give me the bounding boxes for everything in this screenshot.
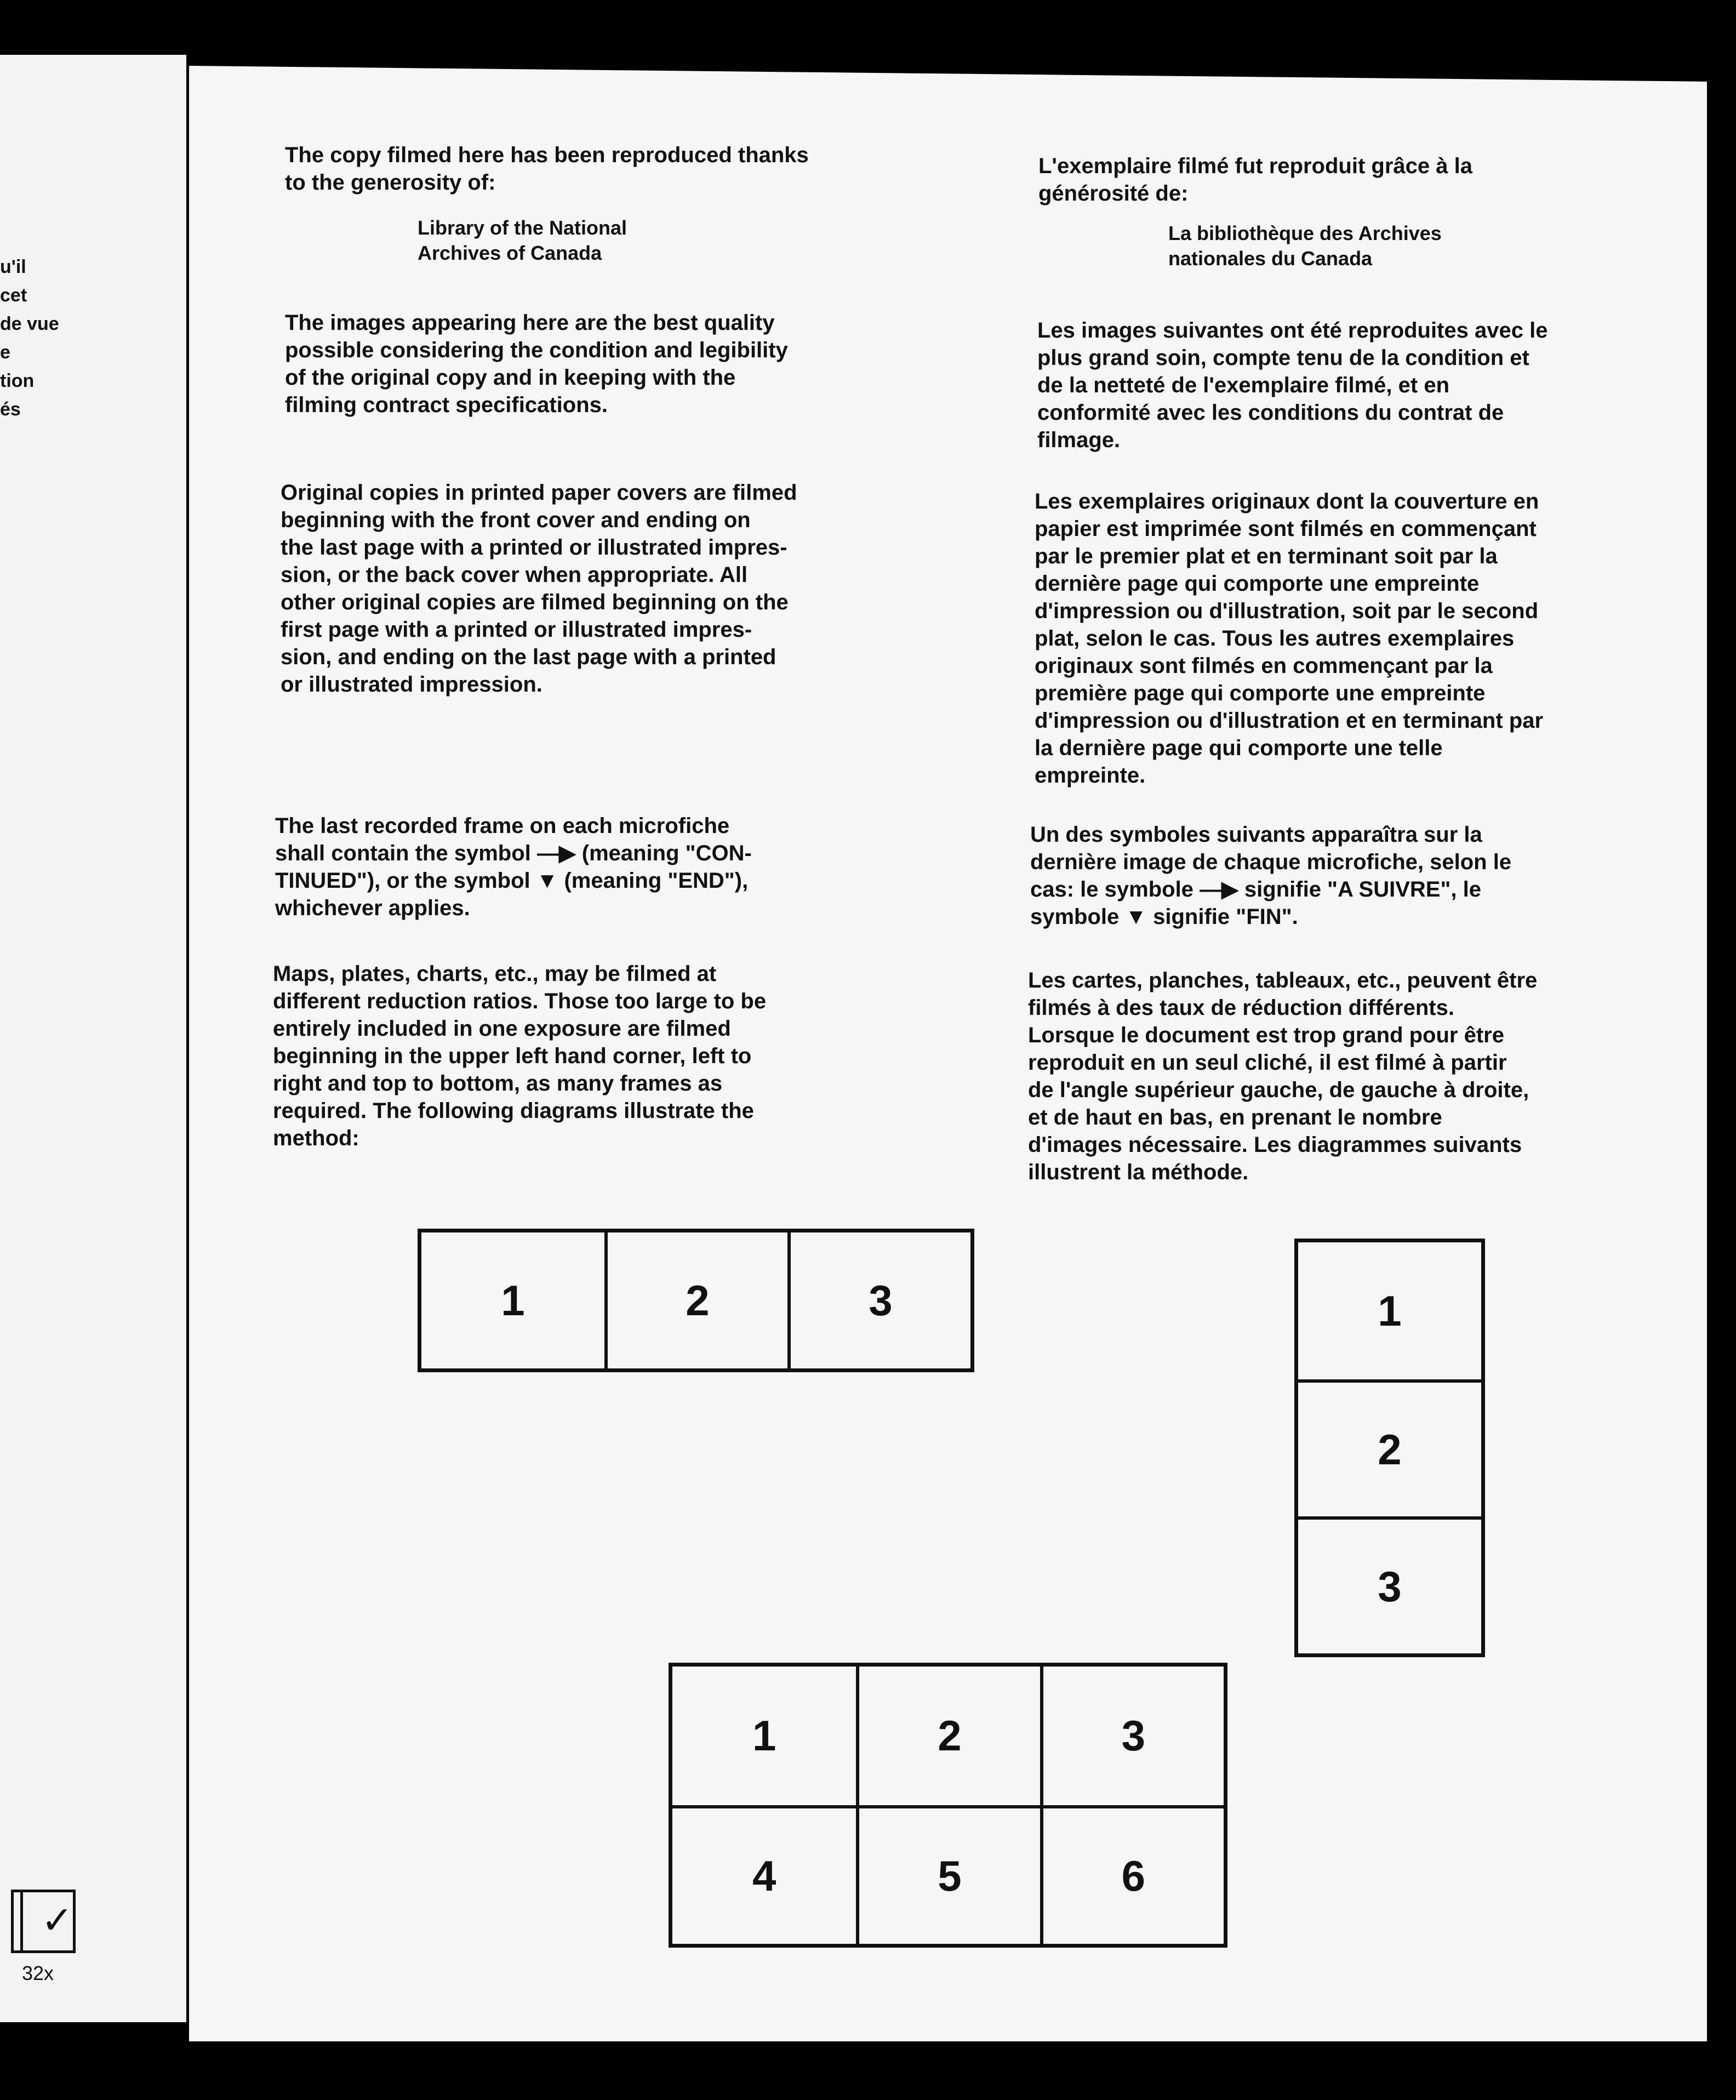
frame-cell: 3 bbox=[787, 1232, 970, 1368]
frame-cell: 3 bbox=[1040, 1667, 1224, 1805]
french-symbols-paragraph: Un des symboles suivants apparaîtra sur la dernière image de chaque microfiche, selon le cas: le symbole —▶ signifie "A SUIVRE", le symbole ▼ signifie "FIN". bbox=[1030, 823, 1512, 929]
frame-cell: 2 bbox=[856, 1667, 1040, 1805]
diagram-grid-frames bbox=[669, 1663, 1227, 1948]
french-library-name: La bibliothèque des Archives nationales du Canada bbox=[1168, 222, 1442, 270]
french-originals-paragraph: Les exemplaires originaux dont la couverture en papier est imprimée sont filmés en commençant par le premier plat et en terminant soit par la dernière page qui comporte une empreinte d'impression ou d'illustration, soit par le second plat, selon le cas. Tous les autres exemplaires originaux sont filmés en commençant par la première page qui comporte une empreinte d'impression ou d'illustration et en terminant par la dernière page qui comporte une telle empreinte. bbox=[1035, 489, 1544, 787]
english-symbols-paragraph: The last recorded frame on each microfiche shall contain the symbol —▶ (meaning "CON- TINUED"), or the symbol ▼ (meaning "END"), whichever applies. bbox=[275, 814, 752, 920]
frame-cell: 2 bbox=[1298, 1379, 1481, 1516]
frame-cell: 2 bbox=[604, 1232, 787, 1368]
english-library-name: Library of the National Archives of Canada bbox=[418, 216, 627, 264]
previous-page-fragment bbox=[0, 55, 186, 2022]
french-acknowledgement: L'exemplaire filmé fut reproduit grâce à la générosité de: bbox=[1038, 154, 1472, 206]
french-quality-paragraph: Les images suivantes ont été reproduites avec le plus grand soin, compte tenu de la condition et de la netteté de l'exemplaire filmé, et en conformité avec les conditions du contrat de filmage. bbox=[1037, 318, 1548, 452]
english-originals-paragraph: Original copies in printed paper covers are filmed beginning with the front cover and ending on the last page with a printed or illustrated impres- sion, or the back cover when appropriate. All other original copies are filmed beginning on the first page with a printed or illustrated impres- sion, and ending on the last page with a printed or illustrated impression. bbox=[281, 481, 797, 697]
text-fragment: e bbox=[0, 342, 10, 363]
checkbox-divider bbox=[20, 1892, 23, 1950]
english-maps-paragraph: Maps, plates, charts, etc., may be filmed at different reduction ratios. Those too large to be entirely included in one exposure are filmed beginning in the upper left hand corner, left to right and top to bottom, as many frames as required. The following diagrams illustrate the method: bbox=[273, 962, 767, 1150]
text-fragment: tion bbox=[0, 370, 35, 391]
fiche-code: 32x bbox=[22, 1962, 54, 1984]
text-fragment: u'il bbox=[0, 256, 26, 277]
text-fragment: de vue bbox=[0, 313, 59, 334]
check-box bbox=[11, 1890, 76, 1953]
frame-cell: 4 bbox=[672, 1805, 856, 1944]
frame-cell: 5 bbox=[856, 1805, 1040, 1944]
english-quality-paragraph: The images appearing here are the best quality possible considering the condition and legibility of the original copy and in keeping with the filming contract specifications. bbox=[285, 311, 788, 417]
frame-cell: 1 bbox=[752, 1711, 776, 1760]
french-maps-paragraph: Les cartes, planches, tableaux, etc., peuvent être filmés à des taux de réduction différents. Lorsque le document est trop grand pour être reproduit en un seul cliché, il est filmé à partir de l'angle supérieur gauche, de gauche à droite, et de haut en bas, en prenant le nombre d'images nécessaire. Les diagrammes suivants illustrent la méthode. bbox=[1028, 968, 1538, 1184]
diagram-horizontal-frames bbox=[418, 1229, 974, 1372]
frame-cell: 3 bbox=[1298, 1516, 1481, 1653]
text-fragment: és bbox=[0, 399, 21, 420]
check-mark-icon: ✓ bbox=[41, 1899, 73, 1942]
frame-cell: 1 bbox=[501, 1276, 525, 1325]
diagram-vertical-frames bbox=[1294, 1239, 1485, 1657]
english-acknowledgement: The copy filmed here has been reproduced thanks to the generosity of: bbox=[285, 143, 809, 195]
frame-cell: 1 bbox=[1378, 1286, 1402, 1335]
frame-cell: 6 bbox=[1040, 1805, 1224, 1944]
text-fragment: cet bbox=[0, 285, 27, 306]
